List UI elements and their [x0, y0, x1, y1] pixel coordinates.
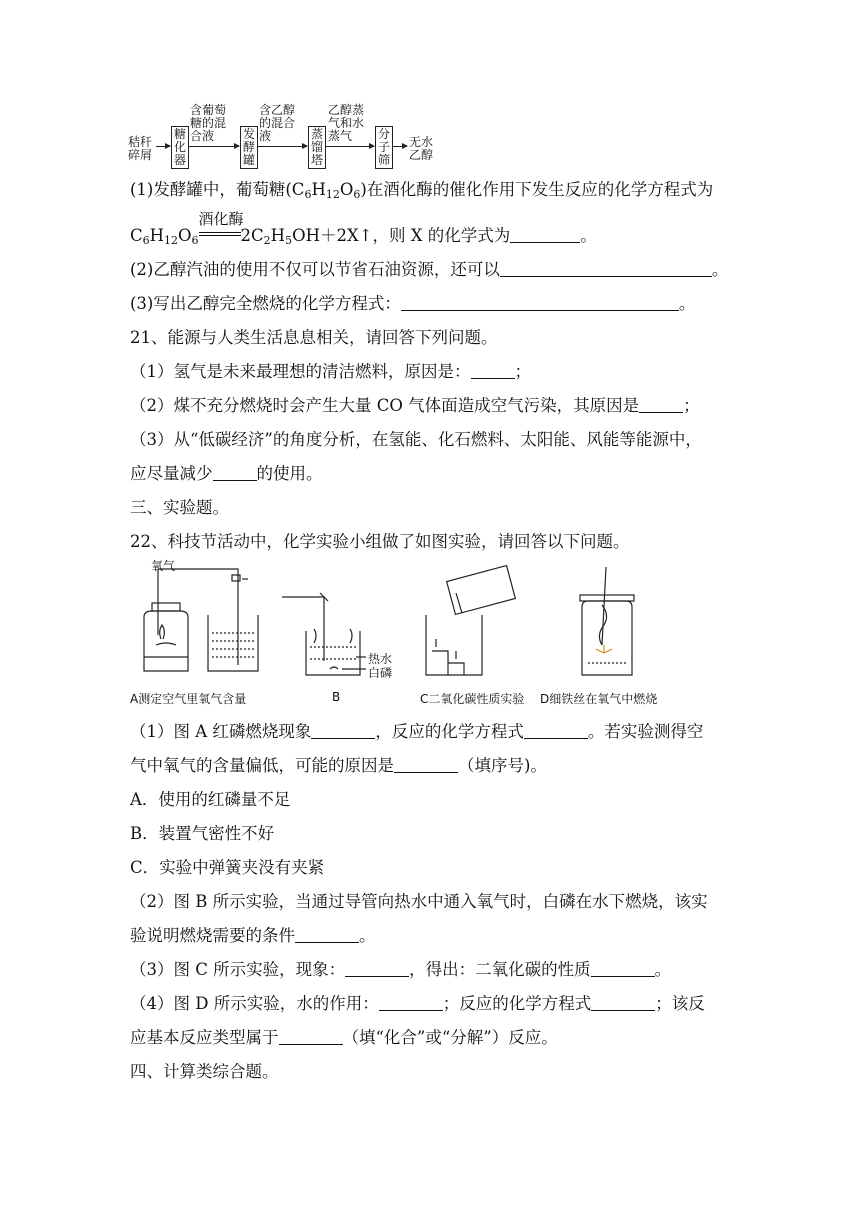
q21-item2: （2）煤不充分燃烧时会产生大量 CO 气体面造成空气污染，其原因是 ；: [130, 396, 700, 415]
answer-blank[interactable]: [524, 723, 588, 739]
answer-blank[interactable]: [591, 961, 655, 977]
figure-caption-c: C二氧化碳性质实验: [420, 692, 525, 706]
q20-part3: (3)写出乙醇完全燃烧的化学方程式： 。: [130, 294, 696, 313]
flow-arrow: [326, 146, 374, 147]
answer-blank[interactable]: [401, 295, 679, 311]
q22-sub1-cont: 气中氧气的含量偏低，可能的原因是 （填序号)。: [130, 756, 547, 775]
answer-blank[interactable]: [500, 261, 712, 277]
answer-blank[interactable]: [471, 363, 515, 379]
option-c: C．实验中弹簧夹没有夹紧: [130, 858, 325, 877]
q20-equation: $C_6H_{12}O_6$ 酒化酶 $2C_2H_5OH+2X↑$，则 X 的化学式为 。: [130, 210, 597, 247]
flow-label-ethanol-mix: 含乙醇的混合液: [259, 103, 296, 143]
answer-blank[interactable]: [345, 961, 409, 977]
flow-arrow: [258, 146, 307, 147]
option-a: A．使用的红磷量不足: [130, 790, 291, 809]
experiment-figure: [130, 565, 690, 685]
q21-item3-cont: 应尽量减少 的使用。: [130, 464, 323, 483]
answer-blank[interactable]: [295, 927, 359, 943]
catalyst-label: 酒化酶: [198, 210, 244, 228]
answer-blank[interactable]: [510, 227, 580, 243]
white-phosphorus-label: 白磷: [368, 666, 393, 680]
flow-label-vapor: 乙醇蒸气和水蒸气: [328, 103, 365, 143]
q21-title: 21、能源与人类生活息息相关，请回答下列问题。: [130, 328, 498, 347]
flow-box-fermenter: 发酵罐: [240, 126, 258, 169]
apparatus-c: [426, 566, 515, 675]
answer-blank[interactable]: [639, 397, 683, 413]
q22-sub2: （2）图 B 所示实验，当通过导管向热水中通入氧气时，白磷在水下燃烧，该实: [130, 892, 708, 911]
flow-box-distiller: 蒸馏塔: [308, 126, 326, 169]
flow-box-saccharifier: 糖化器: [171, 126, 189, 169]
answer-blank[interactable]: [279, 1029, 343, 1045]
flow-label-glucose: 含葡萄糖的混合液: [190, 103, 227, 143]
flow-end-label: 无水乙醇: [409, 135, 434, 162]
q22-sub1: （1）图 A 红磷燃烧现象 ，反应的化学方程式 。若实验测得空: [130, 722, 704, 741]
section-calculation-heading: 四、计算类综合题。: [130, 1062, 279, 1081]
hot-water-label: 热水: [368, 652, 393, 666]
q22-sub4: （4）图 D 所示实验，水的作用： ；反应的化学方程式 ；该反: [130, 994, 705, 1013]
answer-blank[interactable]: [213, 465, 257, 481]
apparatus-b: [282, 593, 366, 675]
flow-arrow: [393, 146, 407, 147]
q22-sub3: （3）图 C 所示实验，现象： ，得出：二氧化碳的性质 。: [130, 960, 672, 979]
flow-arrow: [156, 146, 170, 147]
flow-box-molecular-sieve: 分子筛: [375, 126, 393, 169]
q22-sub4-cont: 应基本反应类型属于 （填“化合”或“分解”）反应。: [130, 1028, 558, 1047]
answer-blank[interactable]: [311, 723, 375, 739]
q22-title: 22、科技节活动中，化学实验小组做了如图实验，请回答以下问题。: [130, 532, 630, 551]
q21-item1: （1）氢气是未来最理想的清洁燃料，原因是： ；: [130, 362, 531, 381]
flow-start-label: 秸秆碎屑: [128, 135, 153, 162]
answer-blank[interactable]: [591, 995, 655, 1011]
apparatus-d: [580, 567, 634, 675]
process-flow-diagram: [128, 100, 448, 172]
flow-arrow: [189, 146, 239, 147]
figure-caption-a: A测定空气里氧气含量: [130, 692, 247, 706]
q22-sub2-cont: 验说明燃烧需要的条件 。: [130, 926, 376, 945]
q20-part2: (2)乙醇汽油的使用不仅可以节省石油资源，还可以 。: [130, 260, 729, 279]
q21-item3: （3）从“低碳经济”的角度分析，在氢能、化石燃料、太阳能、风能等能源中，: [130, 430, 702, 449]
figure-caption-b: B: [332, 690, 341, 704]
option-b: B．装置气密性不好: [130, 824, 275, 843]
answer-blank[interactable]: [394, 757, 458, 773]
q20-part1: (1)发酵罐中，葡萄糖$(C_6H_{12}O_6)$在酒化酶的催化作用下发生反应的化学方程式为: [130, 180, 714, 201]
section-experiment-heading: 三、实验题。: [130, 498, 229, 517]
apparatus-a: [144, 569, 258, 671]
oxygen-label: 氧气: [151, 559, 176, 573]
answer-blank[interactable]: [379, 995, 443, 1011]
figure-caption-d: D细铁丝在氧气中燃烧: [540, 692, 658, 706]
